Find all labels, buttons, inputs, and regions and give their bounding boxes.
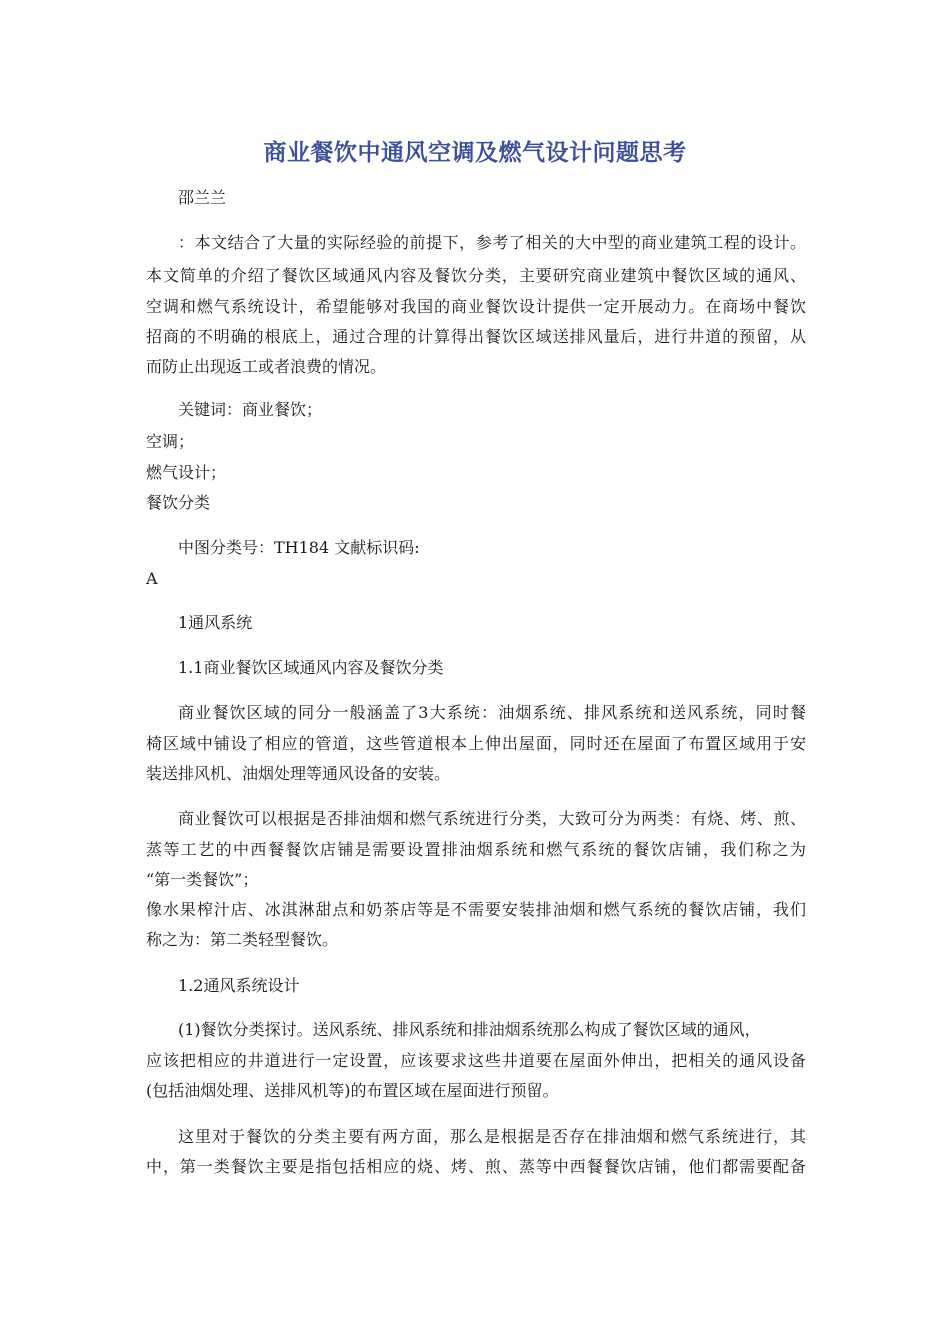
keywords-label: 关键词：商业餐饮； (178, 400, 323, 419)
paragraph-line: “第一类餐饮”； (146, 870, 259, 889)
paragraph-line: 商业餐饮区域的同分一般涵盖了3大系统：油烟系统、排风系统和送风系统，同时餐 (178, 703, 806, 722)
paragraph-line: 这里对于餐饮的分类主要有两方面，那么是根据是否存在排油烟和燃气系统进行，其 (178, 1127, 806, 1146)
paragraph-line: 像水果榨汁店、冰淇淋甜点和奶茶店等是不需要安装排油烟和燃气系统的餐饮店铺，我们 (146, 900, 806, 919)
paragraph-line: 称之为：第二类轻型餐饮。 (146, 930, 339, 949)
paragraph-line: 装送排风机、油烟处理等通风设备的安装。 (146, 764, 451, 783)
paragraph-line: 应该把相应的井道进行一定设置，应该要求这些井道要在屋面外伸出，把相关的通风设备 (146, 1051, 806, 1070)
keyword-item: 餐饮分类 (146, 493, 211, 512)
document-code: A (146, 569, 158, 588)
keyword-item: 燃气设计； (146, 463, 227, 482)
paragraph-line: 中，第一类餐饮主要是指包括相应的烧、烤、煎、蒸等中西餐餐饮店铺，他们都需要配备 (146, 1157, 806, 1176)
section-heading-1-1: 1.1商业餐饮区域通风内容及餐饮分类 (178, 658, 444, 677)
abstract-line: 招商的不明确的根底上，通过合理的计算得出餐饮区域送排风量后，进行井道的预留，从 (146, 327, 806, 346)
paragraph-line: (1)餐饮分类探讨。送风系统、排风系统和排油烟系统那么构成了餐饮区域的通风， (178, 1020, 761, 1039)
author-name: 邵兰兰 (178, 188, 227, 207)
abstract-line: 而防止出现返工或者浪费的情况。 (146, 357, 387, 376)
paragraph-line: 椅区域中铺设了相应的管道，这些管道根本上伸出屋面，同时还在屋面了布置区域用于安 (146, 734, 806, 753)
section-heading-1-2: 1.2通风系统设计 (178, 976, 300, 995)
keyword-item: 空调； (146, 432, 195, 451)
abstract-line: 本文简单的介绍了餐饮区域通风内容及餐饮分类，主要研究商业建筑中餐饮区域的通风、 (146, 266, 806, 285)
abstract-line: 空调和燃气系统设计，希望能够对我国的商业餐饮设计提供一定开展动力。在商场中餐饮 (146, 297, 806, 316)
abstract-line: ：本文结合了大量的实际经验的前提下，参考了相关的大中型的商业建筑工程的设计。 (178, 233, 806, 252)
classification-line: 中图分类号：TH184 文献标识码: (178, 538, 420, 557)
paragraph-line: 蒸等工艺的中西餐餐饮店铺是需要设置排油烟系统和燃气系统的餐饮店铺，我们称之为 (146, 840, 806, 859)
paragraph-line: 商业餐饮可以根据是否排油烟和燃气系统进行分类，大致可分为两类：有烧、烤、煎、 (178, 809, 806, 828)
section-heading-1: 1通风系统 (178, 613, 253, 632)
document-title: 商业餐饮中通风空调及燃气设计问题思考 (263, 140, 687, 166)
paragraph-line: (包括油烟处理、送排风机等)的布置区域在屋面进行预留。 (146, 1081, 559, 1100)
